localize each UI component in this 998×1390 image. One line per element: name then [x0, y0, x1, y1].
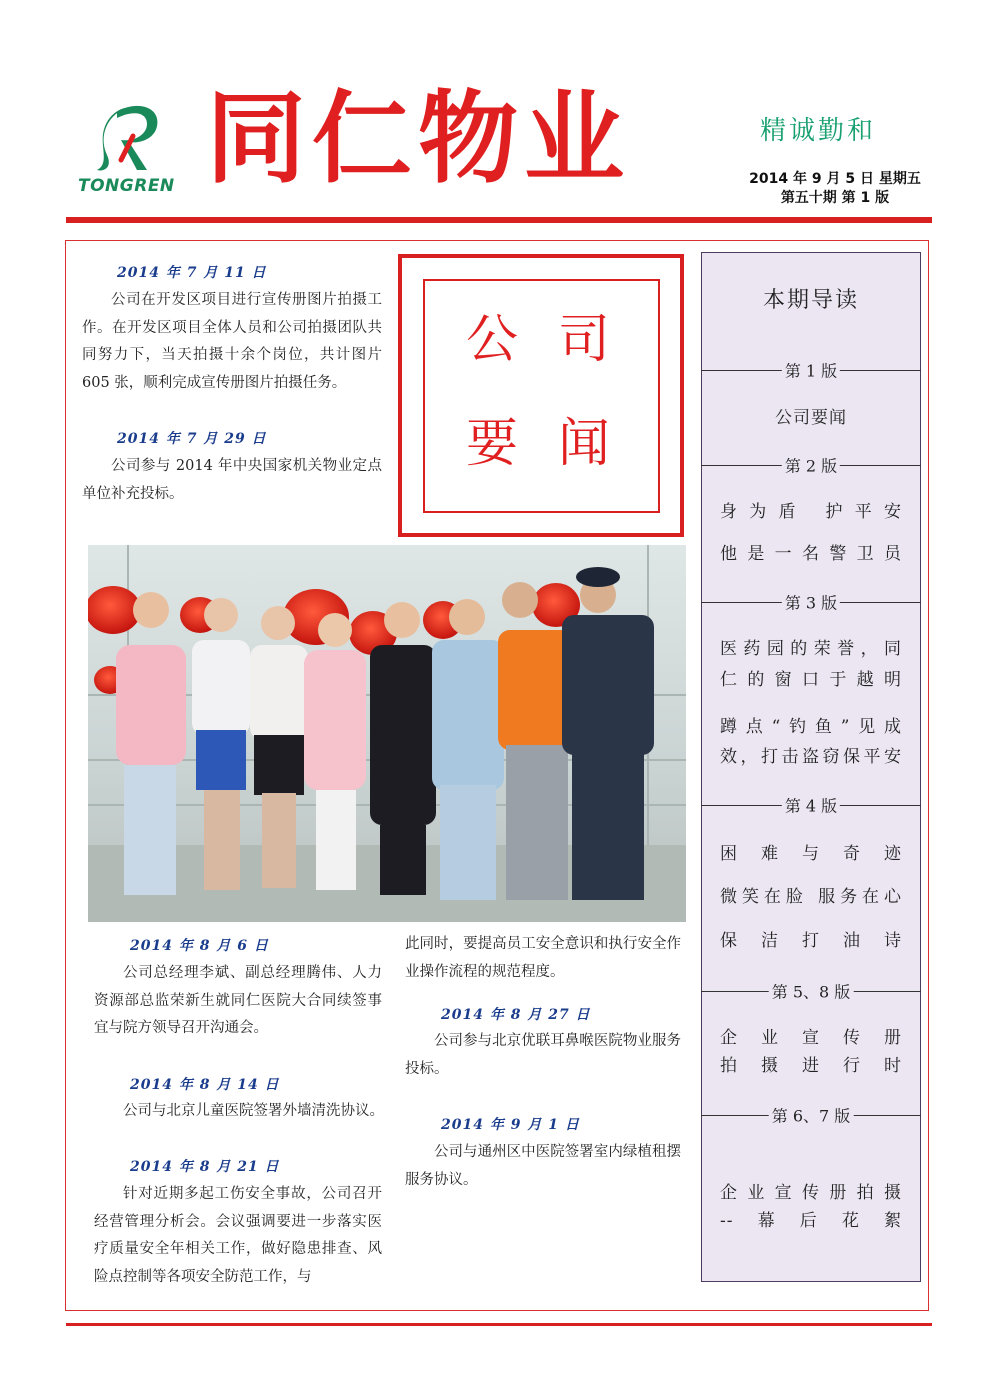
- sidebar-item[interactable]: 蹲点“钓鱼”见成: [720, 717, 902, 737]
- sidebar-item[interactable]: 医药园的荣誉，同: [720, 639, 902, 659]
- sidebar-section-label: 第 6、7 版: [769, 1104, 854, 1127]
- sidebar-item[interactable]: 公司要闻: [775, 408, 847, 428]
- sidebar-item[interactable]: 效，打击盗窃保平安: [720, 747, 902, 767]
- sidebar-section-divider: [701, 361, 921, 381]
- news-text: 针对近期多起工伤安全事故，公司召开经营管理分析会。会议强调要进一步落实医疗质量安全年相关工作，做好隐患排查、风险点控制等各项安全防范工作，与: [94, 1186, 382, 1285]
- news-date: 2014 年 7 月 29 日: [117, 431, 267, 447]
- news-text: 公司在开发区项目进行宣传册图片拍摄工作。在开发区项目全体人员和公司拍摄团队共同努力下，当天拍摄十余个岗位，共计图片 605 张，顺利完成宣传册图片拍摄任务。: [82, 292, 382, 391]
- sidebar-section-divider: [701, 982, 921, 1002]
- sidebar-item[interactable]: --幕后花絮: [720, 1211, 902, 1231]
- header-rule: [66, 217, 932, 223]
- sidebar-section-label: 第 5、8 版: [769, 980, 854, 1003]
- sidebar-section-label: 第 2 版: [782, 454, 840, 477]
- sidebar-item[interactable]: 企业宣传册拍摄: [720, 1183, 902, 1203]
- issue-date: 2014 年 9 月 5 日 星期五: [749, 171, 921, 187]
- news-date: 2014 年 7 月 11 日: [117, 265, 267, 281]
- news-date: 2014 年 8 月 14 日: [130, 1077, 280, 1093]
- sidebar-section-divider: [701, 456, 921, 476]
- sidebar-item[interactable]: 困难与奇迹: [720, 844, 902, 864]
- sidebar-section-divider: [701, 593, 921, 613]
- news-text: 公司与北京儿童医院签署外墙清洗协议。: [123, 1103, 384, 1119]
- stamp-char: 司: [557, 310, 610, 370]
- issue-number: 第五十期 第 1 版: [780, 190, 890, 206]
- news-text-continuation: 此同时，要提高员工安全意识和执行安全作业操作流程的规范程度。: [405, 936, 681, 980]
- sidebar-section-label: 第 4 版: [782, 794, 840, 817]
- masthead-title: 同仁物业: [206, 80, 630, 197]
- sidebar-item[interactable]: 仁的窗口于越明: [720, 670, 902, 690]
- news-date: 2014 年 9 月 1 日: [441, 1117, 580, 1133]
- stamp-char: 要: [465, 414, 518, 474]
- sidebar-section-label: 第 3 版: [782, 591, 840, 614]
- logo-wordmark: TONGREN: [78, 176, 175, 196]
- sidebar-item[interactable]: 他是一名警卫员: [720, 544, 902, 564]
- sidebar-section-divider: [701, 796, 921, 816]
- news-text: 公司参与北京优联耳鼻喉医院物业服务投标。: [405, 1033, 681, 1077]
- news-text: 公司与通州区中医院签署室内绿植租摆服务协议。: [405, 1144, 681, 1188]
- news-text: 公司参与 2014 年中央国家机关物业定点单位补充投标。: [82, 458, 382, 502]
- sidebar-item[interactable]: 保洁打油诗: [720, 931, 902, 951]
- stamp-char: 公: [465, 310, 518, 370]
- sidebar-item[interactable]: 身为盾 护平安: [720, 502, 902, 522]
- motto: 精诚勤和: [760, 116, 877, 146]
- news-date: 2014 年 8 月 27 日: [441, 1007, 591, 1023]
- news-date: 2014 年 8 月 6 日: [130, 938, 269, 954]
- sidebar-title: 本期导读: [762, 288, 859, 313]
- sidebar-section-label: 第 1 版: [782, 359, 840, 382]
- news-text: 公司总经理李斌、副总经理腾伟、人力资源部总监荣新生就同仁医院大合同续签事宜与院方领导召开沟通会。: [94, 965, 382, 1036]
- stamp-char: 闻: [557, 414, 610, 474]
- tongren-logo-icon: [95, 100, 163, 175]
- sidebar-item[interactable]: 微笑在脸 服务在心: [720, 887, 902, 907]
- staff-group-photo: [88, 545, 686, 922]
- issue-info: [740, 170, 930, 208]
- sidebar-item[interactable]: 企业宣传册: [720, 1028, 902, 1048]
- footer-rule: [66, 1323, 932, 1326]
- sidebar-section-divider: [701, 1106, 921, 1126]
- sidebar-item[interactable]: 拍摄进行时: [720, 1056, 902, 1076]
- news-date: 2014 年 8 月 21 日: [130, 1159, 280, 1175]
